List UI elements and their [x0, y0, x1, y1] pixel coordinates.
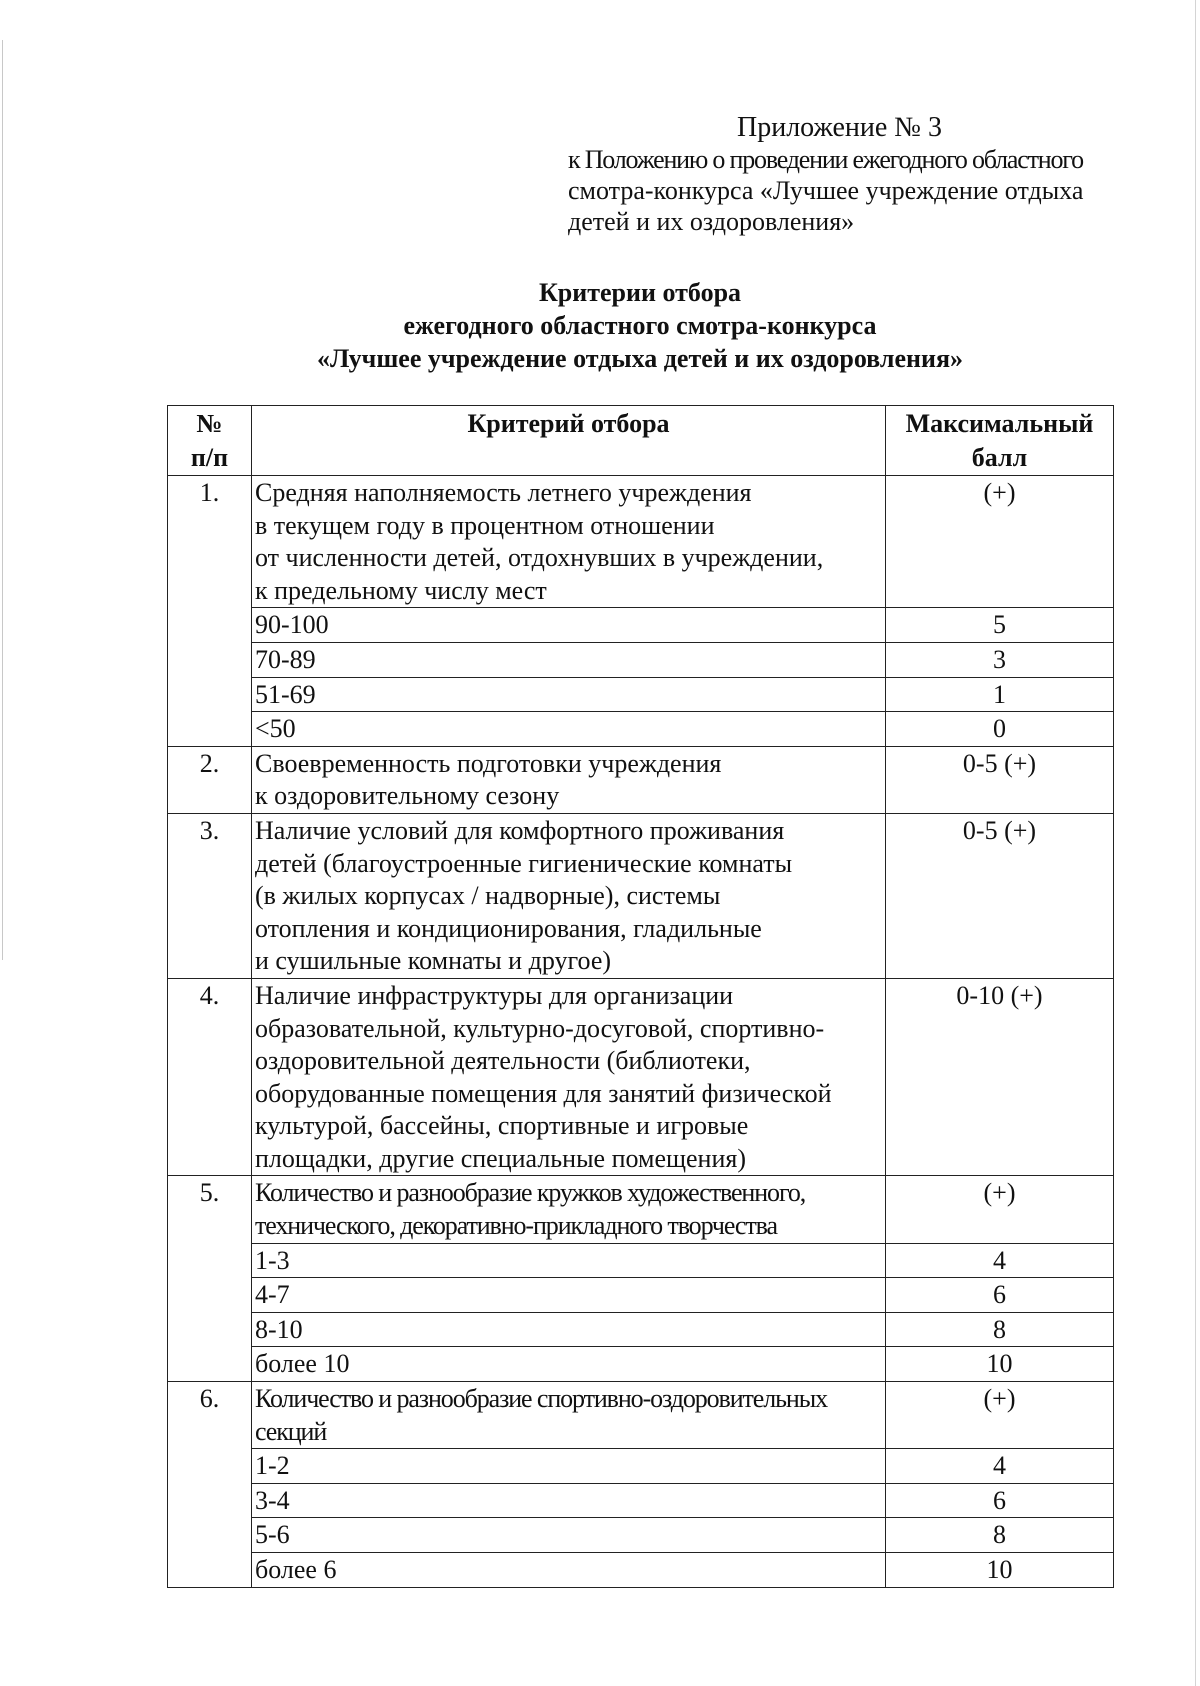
criterion-line: оздоровительной деятельности (библиотеки, — [255, 1046, 751, 1076]
table-row — [168, 1382, 1114, 1449]
table-subrow — [168, 1553, 1114, 1588]
sub-criterion: 90-100 — [252, 608, 886, 643]
title-line-1: Критерии отбора — [538, 278, 742, 307]
criterion-line: Количество и разнообразие спортивно-оздоровительных — [255, 1384, 827, 1414]
header-score — [886, 406, 1114, 476]
header-number-line-2: п/п — [190, 443, 229, 472]
sub-score: 6 — [886, 1278, 1114, 1313]
sub-criterion: 5-6 — [252, 1518, 886, 1553]
header-criterion: Критерий отбора — [252, 406, 886, 476]
criterion-text — [252, 1176, 886, 1243]
sub-score: 0 — [886, 712, 1114, 747]
max-score: (+) — [886, 1176, 1114, 1243]
max-score: 0-5 (+) — [886, 813, 1114, 978]
sub-score: 3 — [886, 642, 1114, 677]
criterion-text — [252, 476, 886, 608]
criteria-table — [167, 405, 1114, 1588]
table-subrow — [168, 712, 1114, 747]
appendix-header — [568, 112, 1128, 237]
table-subrow — [168, 642, 1114, 677]
sub-criterion: 1-2 — [252, 1449, 886, 1484]
sub-score: 1 — [886, 677, 1114, 712]
table-row — [168, 746, 1114, 813]
sub-score: 5 — [886, 608, 1114, 643]
criterion-text — [252, 746, 886, 813]
table-subrow — [168, 1449, 1114, 1484]
title-line-3: «Лучшее учреждение отдыха детей и их оздоровления» — [316, 344, 964, 373]
table-subrow — [168, 1278, 1114, 1313]
sub-score: 8 — [886, 1518, 1114, 1553]
sub-criterion: более 10 — [252, 1347, 886, 1382]
table-row — [168, 978, 1114, 1176]
scan-edge-right — [1195, 0, 1196, 1686]
sub-criterion: более 6 — [252, 1553, 886, 1588]
criterion-line: в текущем году в процентном отношении — [255, 510, 715, 540]
sub-criterion: 1-3 — [252, 1243, 886, 1278]
appendix-line-3: детей и их оздоровления» — [568, 207, 855, 236]
criterion-line: технического, декоративно-прикладного творчества — [255, 1211, 777, 1241]
table-row — [168, 813, 1114, 978]
criterion-line: (в жилых корпусах / надворные), системы — [255, 881, 721, 911]
table-subrow — [168, 677, 1114, 712]
max-score: 0-5 (+) — [886, 746, 1114, 813]
sub-criterion: 8-10 — [252, 1312, 886, 1347]
criterion-line: от численности детей, отдохнувших в учреждении, — [255, 543, 824, 573]
header-score-line-1: Максимальный — [905, 409, 1094, 438]
criterion-line: отопления и кондиционирования, гладильные — [255, 913, 762, 943]
sub-score: 6 — [886, 1483, 1114, 1518]
criterion-line: площадки, другие специальные помещения) — [255, 1143, 746, 1173]
criterion-line: к предельному числу мест — [255, 575, 547, 605]
criterion-text — [252, 813, 886, 978]
row-number: 2. — [168, 746, 252, 813]
criterion-line: культурой, бассейны, спортивные и игровые — [255, 1111, 749, 1141]
sub-score: 10 — [886, 1553, 1114, 1588]
sub-score: 4 — [886, 1449, 1114, 1484]
max-score: 0-10 (+) — [886, 978, 1114, 1176]
table-subrow — [168, 1312, 1114, 1347]
table-subrow — [168, 1243, 1114, 1278]
document-title — [140, 276, 1140, 375]
sub-score: 10 — [886, 1347, 1114, 1382]
header-number-line-1: № — [196, 409, 223, 438]
row-number: 4. — [168, 978, 252, 1176]
criterion-text — [252, 978, 886, 1176]
header-score-line-2: балл — [971, 443, 1028, 472]
header-number — [168, 406, 252, 476]
criterion-line: образовательной, культурно-досуговой, спортивно- — [255, 1013, 825, 1043]
criterion-line: к оздоровительному сезону — [255, 781, 560, 811]
criterion-line: секций — [255, 1416, 327, 1446]
table-row — [168, 1176, 1114, 1243]
row-number: 5. — [168, 1176, 252, 1382]
criterion-line: Наличие условий для комфортного проживания — [255, 815, 785, 845]
sub-criterion: 4-7 — [252, 1278, 886, 1313]
criterion-line: оборудованные помещения для занятий физической — [255, 1078, 832, 1108]
table-subrow — [168, 1518, 1114, 1553]
criterion-line: Количество и разнообразие кружков художественного, — [255, 1178, 806, 1208]
max-score: (+) — [886, 1382, 1114, 1449]
sub-score: 8 — [886, 1312, 1114, 1347]
sub-score: 4 — [886, 1243, 1114, 1278]
title-line-2: ежегодного областного смотра-конкурса — [403, 311, 877, 340]
appendix-number: Приложение № 3 — [737, 112, 942, 143]
row-number: 3. — [168, 813, 252, 978]
table-subrow — [168, 608, 1114, 643]
table-subrow — [168, 1483, 1114, 1518]
criterion-line: Своевременность подготовки учреждения — [255, 748, 722, 778]
table-row — [168, 476, 1114, 608]
sub-criterion: <50 — [252, 712, 886, 747]
criterion-line: и сушильные комнаты и другое) — [255, 946, 612, 976]
table-header-row — [168, 406, 1114, 476]
criterion-line: детей (благоустроенные гигиенические комнаты — [255, 848, 793, 878]
max-score: (+) — [886, 476, 1114, 608]
sub-criterion: 51-69 — [252, 677, 886, 712]
sub-criterion: 3-4 — [252, 1483, 886, 1518]
criterion-line: Наличие инфраструктуры для организации — [255, 980, 734, 1010]
appendix-line-1: к Положению о проведении ежегодного областного — [568, 145, 1083, 174]
criterion-text — [252, 1382, 886, 1449]
scan-edge-left — [2, 40, 3, 960]
row-number: 1. — [168, 476, 252, 747]
appendix-line-2: смотра-конкурса «Лучшее учреждение отдыха — [568, 176, 1084, 205]
table-subrow — [168, 1347, 1114, 1382]
criterion-line: Средняя наполняемость летнего учреждения — [255, 478, 752, 507]
row-number: 6. — [168, 1382, 252, 1588]
sub-criterion: 70-89 — [252, 642, 886, 677]
